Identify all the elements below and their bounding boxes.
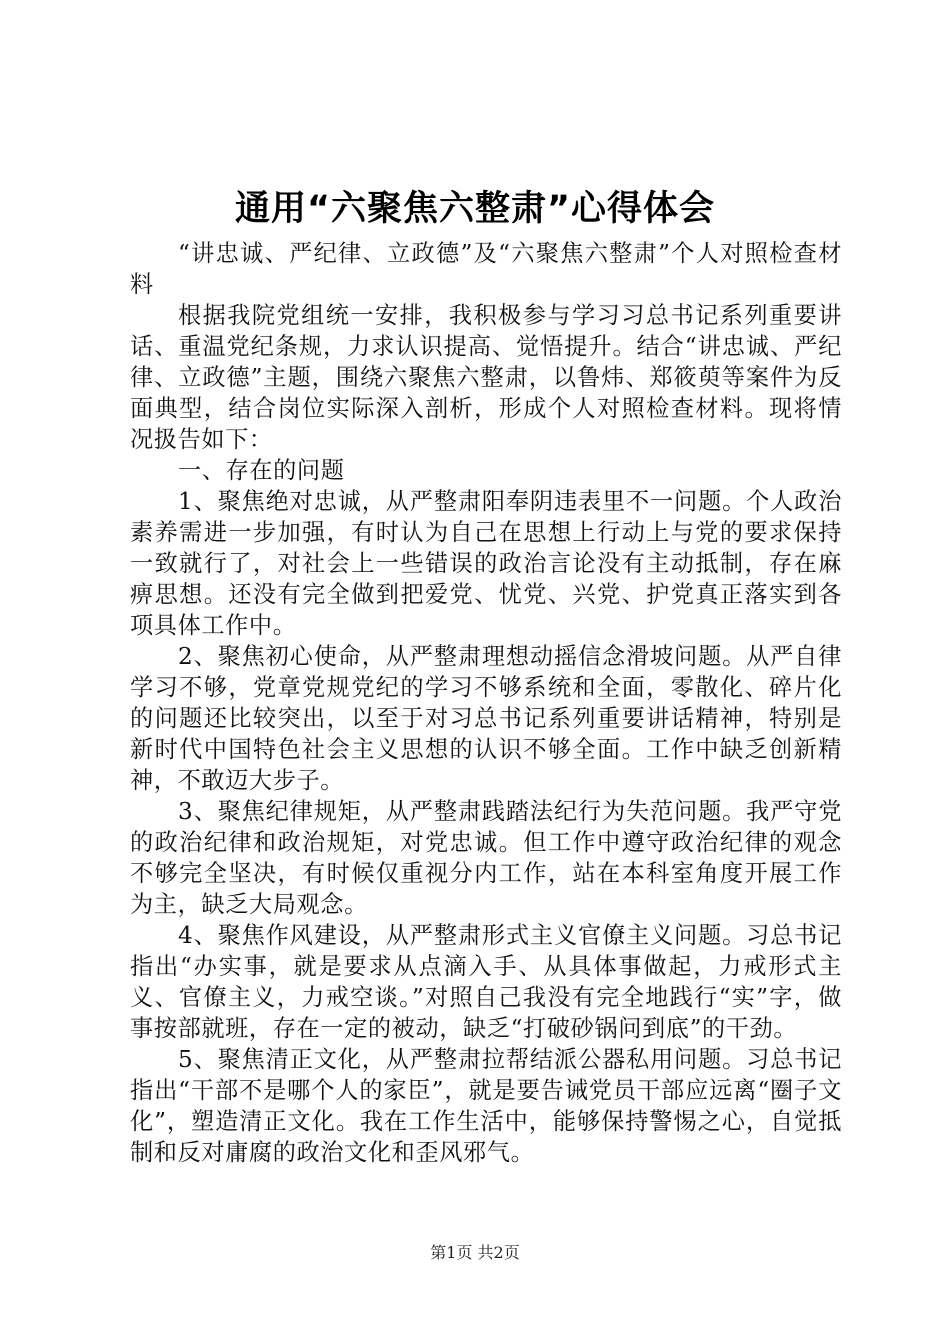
issue-paragraph-2: 2、聚焦初心使命，从严整肃理想动摇信念滑坡问题。从严自律学习不够，党章党规党纪的学习不够系统和全面，零散化、碎片化的问题还比较突出，以至于对习总书记系列重要讲话精神，特别是新时代中国特色社会主义思想的认识不够全面。工作中缺乏创新精神，不敢迈大步子。 [130, 643, 842, 794]
document-body [130, 238, 842, 1168]
issue-paragraph-4: 4、聚焦作风建设，从严整肃形式主义官僚主义问题。习总书记指出“办实事，就是要求从点滴入手、从具体事做起，力戒形式主义、官僚主义，力戒空谈。”对照自己我没有完全地践行“实”字，做事按部就班，存在一定的被动，缺乏“打破砂锅问到底”的干劲。 [130, 922, 842, 1042]
document-title: 通用“六聚焦六整肃”心得体会 [234, 189, 715, 229]
intro-paragraph: 根据我院党组统一安排，我积极参与学习习总书记系列重要讲话、重温党纪条规，力求认识提高、觉悟提升。结合“讲忠诚、严纪律、立政德”主题，围绕六聚焦六整肃，以鲁炜、郑筱萸等案件为反面典型，结合岗位实际深入剖析，形成个人对照检查材料。现将情况扱告如下： [130, 302, 842, 453]
issue-paragraph-3: 3、聚焦纪律规矩，从严整肃践踏法纪行为失范问题。我严守党的政治纪律和政治规矩，对党忠诚。但工作中遵守政治纪律的观念不够完全坚决，有时候仅重视分内工作，站在本科室角度开展工作为主，缺乏大局观念。 [130, 798, 842, 918]
page-footer: 第1页 共2页 [430, 1243, 520, 1262]
section-heading: 一、存在的问题 [178, 457, 345, 484]
document-subtitle-paragraph: “讲忠诚、严纪律、立政德”及“六聚焦六整肃”个人对照检查材料 [130, 240, 842, 298]
issue-paragraph-5: 5、聚焦清正文化，从严整肃拉帮结派公器私用问题。习总书记指出“干部不是哪个人的家臣”，就是要告诫党员干部应远离“圈子文化”，塑造清正文化。我在工作生活中，能够保持警惕之心，自觉抵制和反对庸腐的政治文化和歪风邪气。 [130, 1046, 842, 1166]
issue-paragraph-1: 1、聚焦绝对忠诚，从严整肃阳奉阴违表里不一问题。个人政治素养需进一步加强，有时认为自己在思想上行动上与党的要求保持一致就行了，对社会上一些错误的政治言论没有主动抵制，存在麻痹思想。还没有完全做到把爱党、忧党、兴党、护党真正落实到各项具体工作中。 [130, 488, 842, 639]
